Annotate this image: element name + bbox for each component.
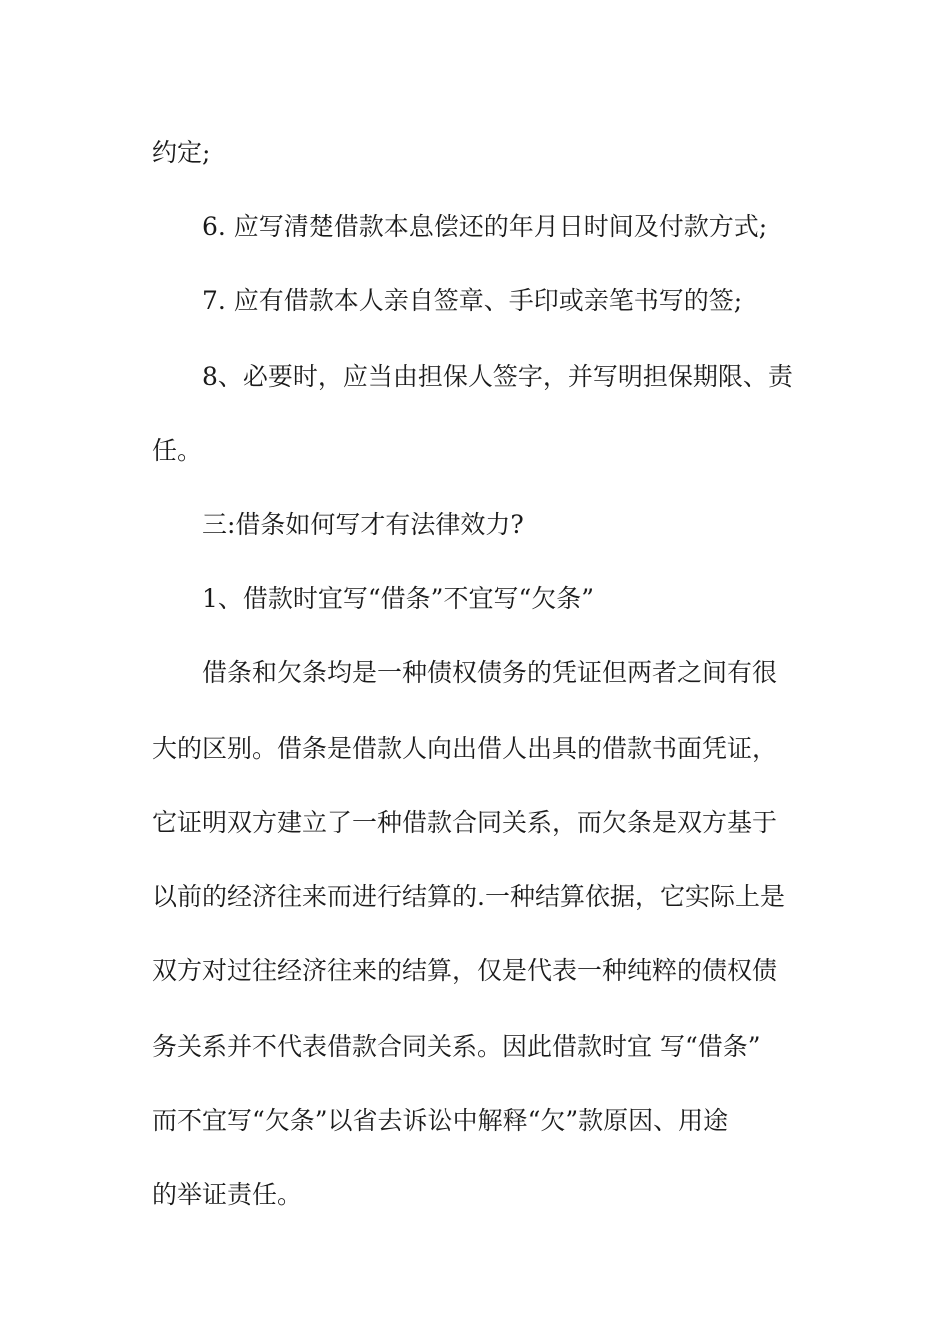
subheading: 1、借款时宜写“借条”不宜写“欠条” (202, 584, 595, 613)
list-item-7: 7. 应有借款本人亲自签章、手印或亲笔书写的签; (202, 286, 743, 315)
paragraph-line: 的举证责任。 (152, 1180, 303, 1209)
list-item-6: 6. 应写清楚借款本息偿还的年月日时间及付款方式; (202, 212, 768, 241)
text-line: 约定; (152, 138, 211, 167)
text-line: 任。 (152, 436, 203, 465)
paragraph-line: 它证明双方建立了一种借款合同关系，而欠条是双方基于 (152, 808, 778, 837)
section-heading: 三:借条如何写才有法律效力? (202, 510, 524, 539)
paragraph-line: 大的区别。借条是借款人向出借人出具的借款书面凭证， (152, 734, 778, 763)
list-item-8: 8、必要时，应当由担保人签字，并写明担保期限、责 (202, 362, 793, 391)
paragraph-line: 务关系并不代表借款合同关系。因此借款时宜 写“借条” (152, 1032, 761, 1061)
paragraph-line: 双方对过往经济往来的结算，仅是代表一种纯粹的债权债 (152, 956, 778, 985)
paragraph-line: 以前的经济往来而进行结算的.一种结算依据，它实际上是 (152, 882, 785, 911)
paragraph-line: 而不宜写“欠条”以省去诉讼中解释“欠”款原因、用途 (152, 1106, 729, 1135)
paragraph-line: 借条和欠条均是一种债权债务的凭证但两者之间有很 (202, 658, 778, 687)
